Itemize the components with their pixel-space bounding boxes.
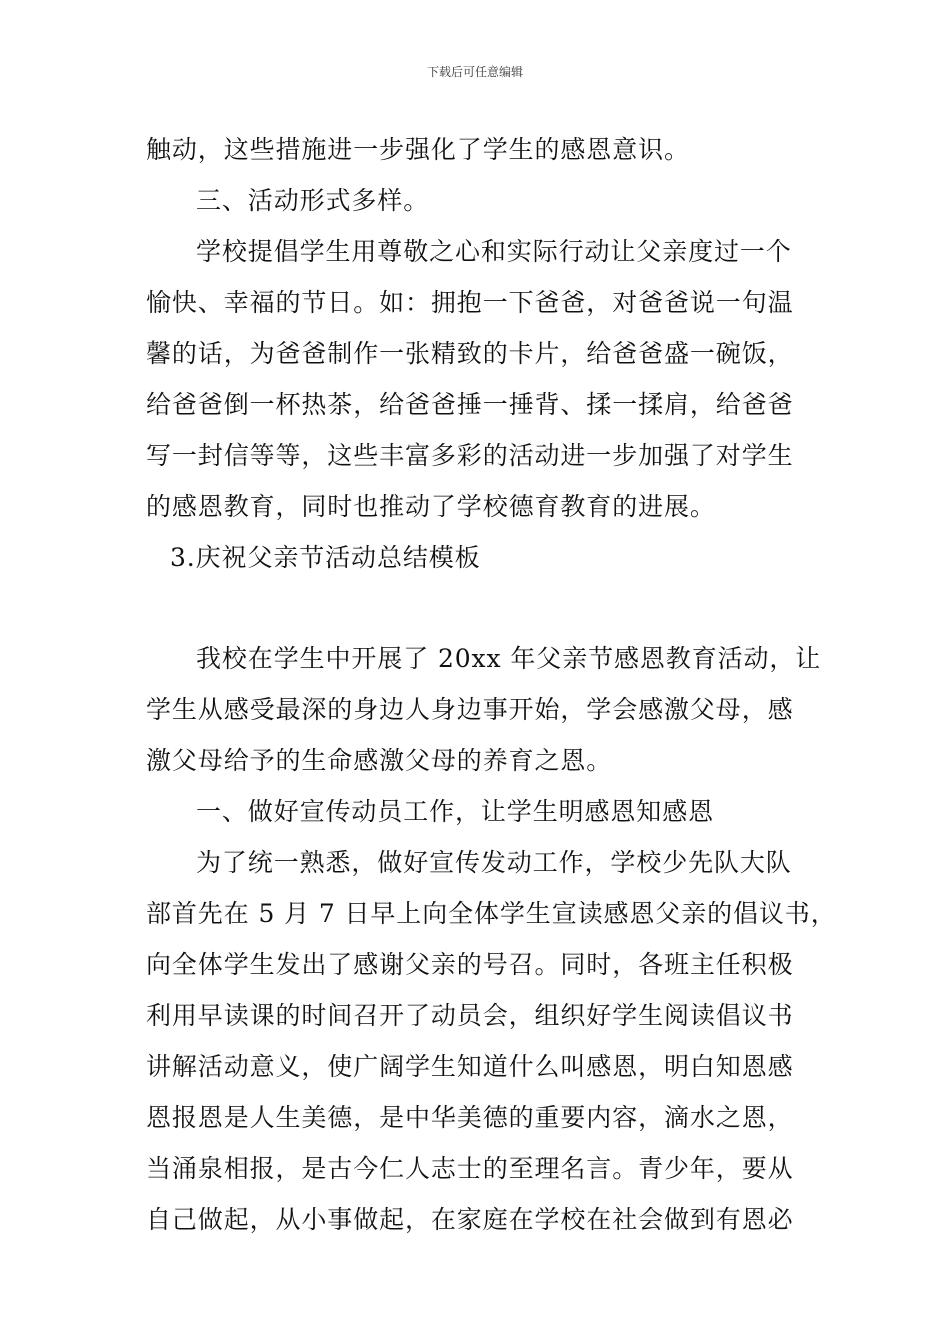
paragraph-line: 讲解活动意义，使广阔学生知道什么叫感恩，明白知恩感 [146, 1052, 794, 1081]
paragraph-line: 写一封信等等，这些丰富多彩的活动进一步加强了对学生 [146, 441, 794, 470]
paragraph-line: 学校提倡学生用尊敬之心和实际行动让父亲度过一个 [196, 237, 792, 266]
paragraph-line: 给爸爸倒一杯热茶，给爸爸捶一捶背、揉一揉肩，给爸爸 [146, 390, 794, 419]
paragraph-line: 恩报恩是人生美德，是中华美德的重要内容，滴水之恩， [146, 1103, 794, 1132]
paragraph-line: 愉快、幸福的节日。如：拥抱一下爸爸，对爸爸说一句温 [146, 288, 794, 317]
document-title: 3.庆祝父亲节活动总结模板 [170, 543, 481, 572]
paragraph-line: 学生从感受最深的身边人身边事开始，学会感激父母，感 [146, 695, 794, 724]
paragraph-line: 馨的话，为爸爸制作一张精致的卡片，给爸爸盛一碗饭， [146, 339, 794, 368]
document-body [146, 124, 837, 1245]
paragraph-line: 向全体学生发出了感谢父亲的号召。同时，各班主任积极 [146, 950, 794, 979]
paragraph-line: 自己做起，从小事做起，在家庭在学校在社会做到有恩必 [146, 1205, 794, 1234]
section-heading: 一、做好宣传动员工作，让学生明感恩知感恩 [196, 797, 715, 826]
paragraph-line: 当涌泉相报，是古今仁人志士的至理名言。青少年，要从 [146, 1154, 794, 1183]
paragraph-line: 激父母给予的生命感激父母的养育之恩。 [146, 746, 613, 775]
paragraph-line: 为了统一熟悉，做好宣传发动工作，学校少先队大队 [196, 848, 792, 877]
section-heading: 三、活动形式多样。 [196, 186, 430, 215]
paragraph-line: 我校在学生中开展了 20xx 年父亲节感恩教育活动，让 [196, 644, 822, 673]
page-header: 下载后可任意编辑 [426, 65, 523, 79]
blank-gap [146, 583, 806, 633]
paragraph-line: 触动，这些措施进一步强化了学生的感恩意识。 [146, 135, 690, 164]
paragraph-line: 的感恩教育，同时也推动了学校德育教育的进展。 [146, 492, 716, 521]
paragraph-line: 部首先在 5 月 7 日早上向全体学生宣读感恩父亲的倡议书， [146, 899, 837, 928]
paragraph-line: 利用早读课的时间召开了动员会，组织好学生阅读倡议书 [146, 1001, 794, 1030]
